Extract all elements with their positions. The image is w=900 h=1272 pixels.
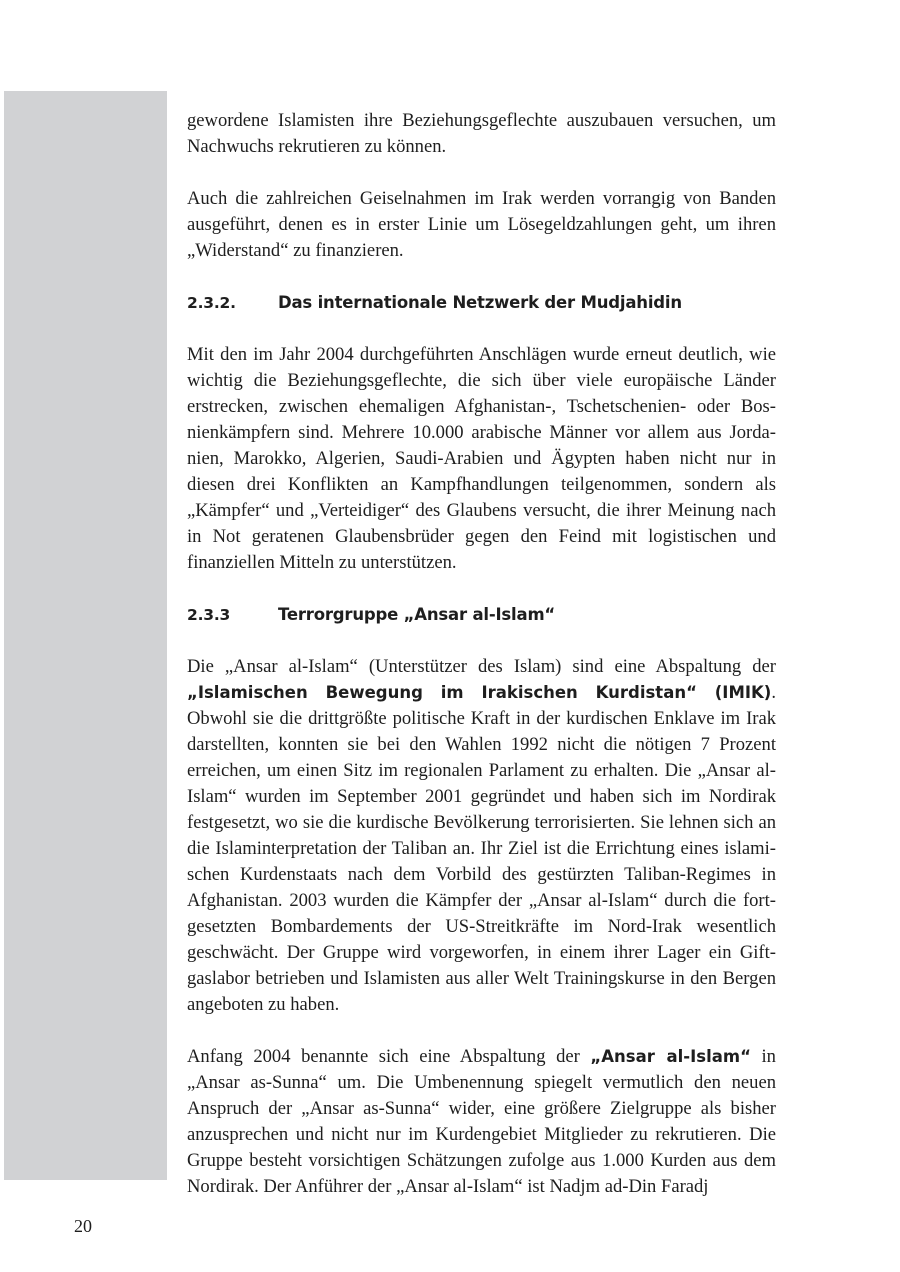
paragraph-hostage-takings: Auch die zahlreichen Geiselnahmen im Irak werden vorrangig von Banden ausgeführt, denen es in erster Linie um Lösegeldzahlungen geht, um ihren „Widerstand“ zu finanzieren. — [187, 188, 776, 261]
section-number: 2.3.2. — [187, 294, 236, 312]
bold-organization-name: „Ansar al-Islam“ — [590, 1047, 751, 1066]
paragraph-mudjahidin-network: Mit den im Jahr 2004 durchgeführten Anschlägen wurde erneut deutlich, wie wichtig die Beziehungsgeflechte, die sich über viele europäische Länder erstrecken, zwischen ehemaligen Afghanistan-, Tschetschenien- oder Bosnienkämpfern sind. Mehrere 10.000 arabische Männer vor allem aus Jordanien, Marokko, Algerien, Saudi-Arabien und Ägypten haben nicht nur in diesen drei Konflikten an Kampfhandlungen teilgenommen, sondern als „Kämpfer“ und „Verteidiger“ des Glaubens versucht, die ihrer Meinung nach in Not geratenen Glaubensbrüder gegen den Feind mit logistischen und finanziellen Mitteln zu unterstützen. — [187, 344, 776, 573]
paragraph-ansar-al-islam — [187, 654, 776, 1018]
paragraph-text-lead: Anfang 2004 benannte sich eine Abspaltung der — [187, 1046, 591, 1067]
paragraph-ansar-as-sunna — [187, 1044, 776, 1200]
paragraph-text-rest: . Obwohl sie die drittgrößte politische Kraft in der kurdischen Enklave im Irak darstellten, konnten sie bei den Wahlen 1992 nicht die nötigen 7 Prozent erreichen, um einen Sitz im regionalen Parlament zu erhalten. Die „Ansar al-Islam“ wurden im September 2001 gegründet und haben sich im Nordirak festgesetzt, wo sie die kurdische Bevölkerung terrorisierten. Sie lehnen sich an die Islaminterpretation der Taliban an. Ihr Ziel ist die Errichtung eines islamischen Kurdenstaats nach dem Vorbild des gestürzten Taliban-Regimes in Afghanistan. 2003 wurden die Kämpfer der „Ansar al-Islam“ durch die fortgesetzten Bombardements der US-Streitkräfte im Nord-Irak wesentlich geschwächt. Der Gruppe wird vorgeworfen, in einem ihrer Lager ein Giftgaslabor betrieben und Islamisten aus aller Welt Trainingskurse in den Bergen angeboten zu haben. — [187, 682, 776, 1015]
section-number: 2.3.3 — [187, 606, 231, 624]
page-body — [187, 108, 776, 1200]
section-title: Das internationale Netzwerk der Mudjahidin — [278, 293, 682, 312]
section-title: Terrorgruppe „Ansar al-Islam“ — [278, 605, 556, 624]
paragraph-continuation: gewordene Islamisten ihre Beziehungsgeflechte auszubauen versuchen, um Nachwuchs rekrutieren zu können. — [187, 110, 776, 157]
side-margin-band — [4, 91, 167, 1180]
paragraph-text-lead: Die „Ansar al-Islam“ (Unterstützer des Islam) sind eine Abspaltung der — [187, 656, 776, 677]
section-heading-2-3-2 — [187, 290, 776, 316]
paragraph-text-rest: in „Ansar as-Sunna“ um. Die Umbenennung spiegelt vermutlich den neuen Anspruch der „Ansar as-Sunna“ wider, eine größere Zielgruppe als bisher anzusprechen und nicht nur im Kurdengebiet Mitglieder zu rekrutieren. Die Gruppe besteht vorsichtigen Schätzungen zufolge aus 1.000 Kurden aus dem Nordirak. Der Anführer der „Ansar al-Islam“ ist Nadjm ad-Din Faradj — [187, 1046, 776, 1197]
page-number: 20 — [74, 1216, 92, 1236]
section-heading-2-3-3 — [187, 602, 776, 628]
bold-organization-name: „Islamischen Bewegung im Irakischen Kurdistan“ (IMIK) — [187, 683, 772, 702]
